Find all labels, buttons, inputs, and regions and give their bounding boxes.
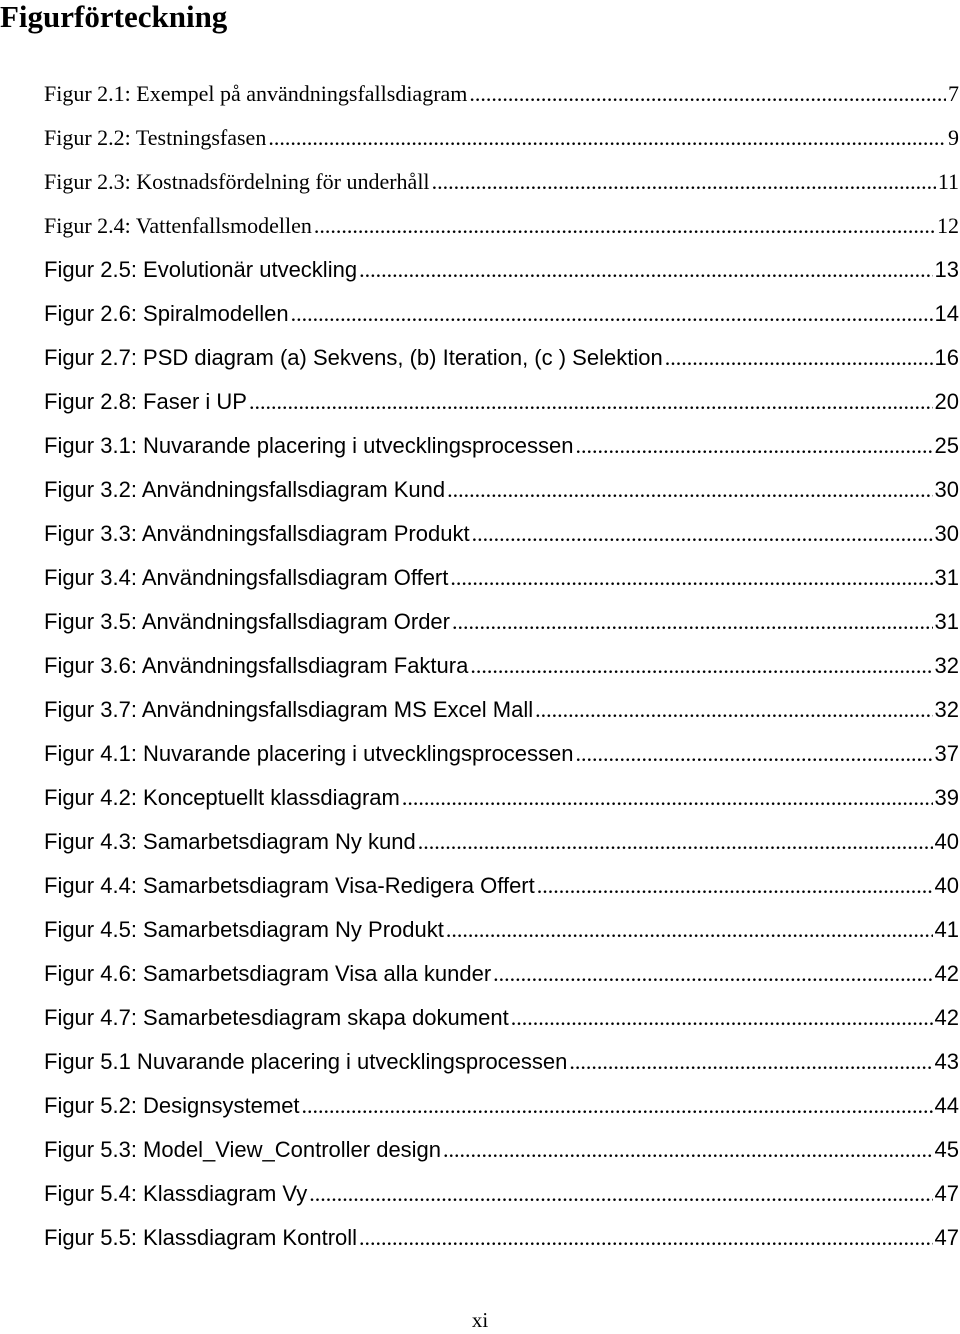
toc-entry-page-number: 30 [934, 477, 959, 502]
page-title: Figurförteckning [0, 0, 228, 34]
dot-leader [446, 912, 933, 948]
toc-entry[interactable] [44, 1000, 959, 1044]
toc-entry-page-number: 42 [934, 961, 959, 986]
dot-leader [576, 736, 933, 772]
toc-entry-page-number: 20 [934, 389, 959, 414]
toc-entry-label: Figur 2.3: Kostnadsfördelning för underhåll [44, 169, 430, 194]
dot-leader [359, 252, 932, 288]
toc-entry[interactable] [44, 208, 959, 252]
toc-entry-page-number: 47 [934, 1181, 959, 1206]
toc-entry[interactable] [44, 780, 959, 824]
toc-entry-label: Figur 4.3: Samarbetsdiagram Ny kund [44, 829, 416, 854]
toc-entry[interactable] [44, 956, 959, 1000]
dot-leader [291, 296, 933, 332]
toc-entry-label: Figur 3.5: Användningsfallsdiagram Order [44, 609, 450, 634]
toc-entry[interactable] [44, 736, 959, 780]
toc-entry-page-number: 32 [934, 653, 959, 678]
toc-entry-page-number: 39 [934, 785, 959, 810]
dot-leader [418, 824, 933, 860]
toc-entry-label: Figur 2.1: Exempel på användningsfallsdiagram [44, 81, 468, 106]
toc-entry-page-number: 25 [934, 433, 959, 458]
toc-entry[interactable] [44, 384, 959, 428]
toc-entry-page-number: 43 [934, 1049, 959, 1074]
toc-entry-page-number: 41 [934, 917, 959, 942]
toc-entry-label: Figur 2.2: Testningsfasen [44, 125, 267, 150]
toc-entry[interactable] [44, 472, 959, 516]
toc-entry[interactable] [44, 1132, 959, 1176]
toc-entry[interactable] [44, 868, 959, 912]
toc-entry-page-number: 47 [934, 1225, 959, 1250]
toc-entry[interactable] [44, 604, 959, 648]
dot-leader [447, 472, 932, 508]
toc-entry-page-number: 40 [934, 829, 959, 854]
dot-leader [665, 340, 933, 376]
toc-entry-label: Figur 2.4: Vattenfallsmodellen [44, 213, 312, 238]
toc-entry-page-number: 45 [934, 1137, 959, 1162]
toc-entry-page-number: 12 [937, 213, 959, 238]
toc-entry[interactable] [44, 252, 959, 296]
toc-entry[interactable] [44, 1088, 959, 1132]
toc-entry-label: Figur 4.2: Konceptuellt klassdiagram [44, 785, 400, 810]
toc-entry-label: Figur 5.1 Nuvarande placering i utvecklingsprocessen [44, 1049, 568, 1074]
dot-leader [432, 164, 936, 200]
dot-leader [450, 560, 932, 596]
toc-entry-page-number: 14 [934, 301, 959, 326]
toc-entry[interactable] [44, 516, 959, 560]
toc-entry-label: Figur 4.7: Samarbetesdiagram skapa dokument [44, 1005, 509, 1030]
toc-entry-page-number: 11 [937, 169, 959, 194]
toc-entry-label: Figur 5.2: Designsystemet [44, 1093, 300, 1118]
toc-entry[interactable] [44, 824, 959, 868]
toc-entry-page-number: 30 [934, 521, 959, 546]
toc-entry[interactable] [44, 164, 959, 208]
dot-leader [493, 956, 932, 992]
toc-entry[interactable] [44, 1044, 959, 1088]
dot-leader [314, 208, 935, 244]
dot-leader [469, 76, 946, 112]
dot-leader [470, 648, 932, 684]
toc-entry[interactable] [44, 560, 959, 604]
toc-entry[interactable] [44, 76, 959, 120]
toc-entry-label: Figur 3.6: Användningsfallsdiagram Faktura [44, 653, 469, 678]
toc-entry-label: Figur 4.1: Nuvarande placering i utvecklingsprocessen [44, 741, 574, 766]
toc-entry[interactable] [44, 1220, 959, 1264]
toc-entry-label: Figur 2.6: Spiralmodellen [44, 301, 289, 326]
dot-leader [443, 1132, 932, 1168]
toc-entry-page-number: 40 [934, 873, 959, 898]
toc-entry[interactable] [44, 692, 959, 736]
toc-entry-label: Figur 2.8: Faser i UP [44, 389, 247, 414]
toc-entry[interactable] [44, 648, 959, 692]
dot-leader [402, 780, 933, 816]
toc-entry-label: Figur 5.3: Model_View_Controller design [44, 1137, 442, 1162]
toc-entry[interactable] [44, 428, 959, 472]
toc-entry-label: Figur 3.3: Användningsfallsdiagram Produkt [44, 521, 470, 546]
dot-leader [511, 1000, 933, 1036]
toc-entry[interactable] [44, 912, 959, 956]
toc-entry-page-number: 31 [934, 609, 959, 634]
dot-leader [569, 1044, 932, 1080]
toc-entry[interactable] [44, 340, 959, 384]
dot-leader [302, 1088, 933, 1124]
page-number: xi [471, 1308, 489, 1332]
toc-entry-page-number: 32 [934, 697, 959, 722]
toc-entry-page-number: 9 [948, 125, 959, 150]
figure-list [44, 76, 959, 1264]
toc-entry-label: Figur 2.7: PSD diagram (a) Sekvens, (b) Iteration, (c ) Selektion [44, 345, 663, 370]
toc-entry-label: Figur 4.6: Samarbetsdiagram Visa alla kunder [44, 961, 492, 986]
dot-leader [452, 604, 933, 640]
toc-entry-label: Figur 4.5: Samarbetsdiagram Ny Produkt [44, 917, 444, 942]
dot-leader [535, 692, 932, 728]
toc-entry-label: Figur 5.5: Klassdiagram Kontroll [44, 1225, 358, 1250]
toc-entry-label: Figur 3.7: Användningsfallsdiagram MS Excel Mall [44, 697, 534, 722]
dot-leader [249, 384, 933, 420]
toc-entry-label: Figur 3.2: Användningsfallsdiagram Kund [44, 477, 446, 502]
toc-entry[interactable] [44, 296, 959, 340]
toc-entry-label: Figur 3.1: Nuvarande placering i utvecklingsprocessen [44, 433, 574, 458]
dot-leader [537, 868, 933, 904]
toc-entry[interactable] [44, 1176, 959, 1220]
dot-leader [359, 1220, 932, 1256]
toc-entry-page-number: 44 [934, 1093, 959, 1118]
toc-entry-label: Figur 2.5: Evolutionär utveckling [44, 257, 358, 282]
toc-entry-page-number: 42 [934, 1005, 959, 1030]
dot-leader [309, 1176, 932, 1212]
toc-entry-page-number: 16 [934, 345, 959, 370]
toc-entry-label: Figur 3.4: Användningsfallsdiagram Offert [44, 565, 449, 590]
toc-entry-page-number: 7 [948, 81, 959, 106]
toc-entry-page-number: 31 [934, 565, 959, 590]
dot-leader [576, 428, 933, 464]
toc-entry-page-number: 37 [934, 741, 959, 766]
toc-entry-label: Figur 5.4: Klassdiagram Vy [44, 1181, 308, 1206]
dot-leader [268, 120, 946, 156]
dot-leader [472, 516, 933, 552]
toc-entry-label: Figur 4.4: Samarbetsdiagram Visa-Redigera Offert [44, 873, 535, 898]
toc-entry[interactable] [44, 120, 959, 164]
toc-entry-page-number: 13 [934, 257, 959, 282]
